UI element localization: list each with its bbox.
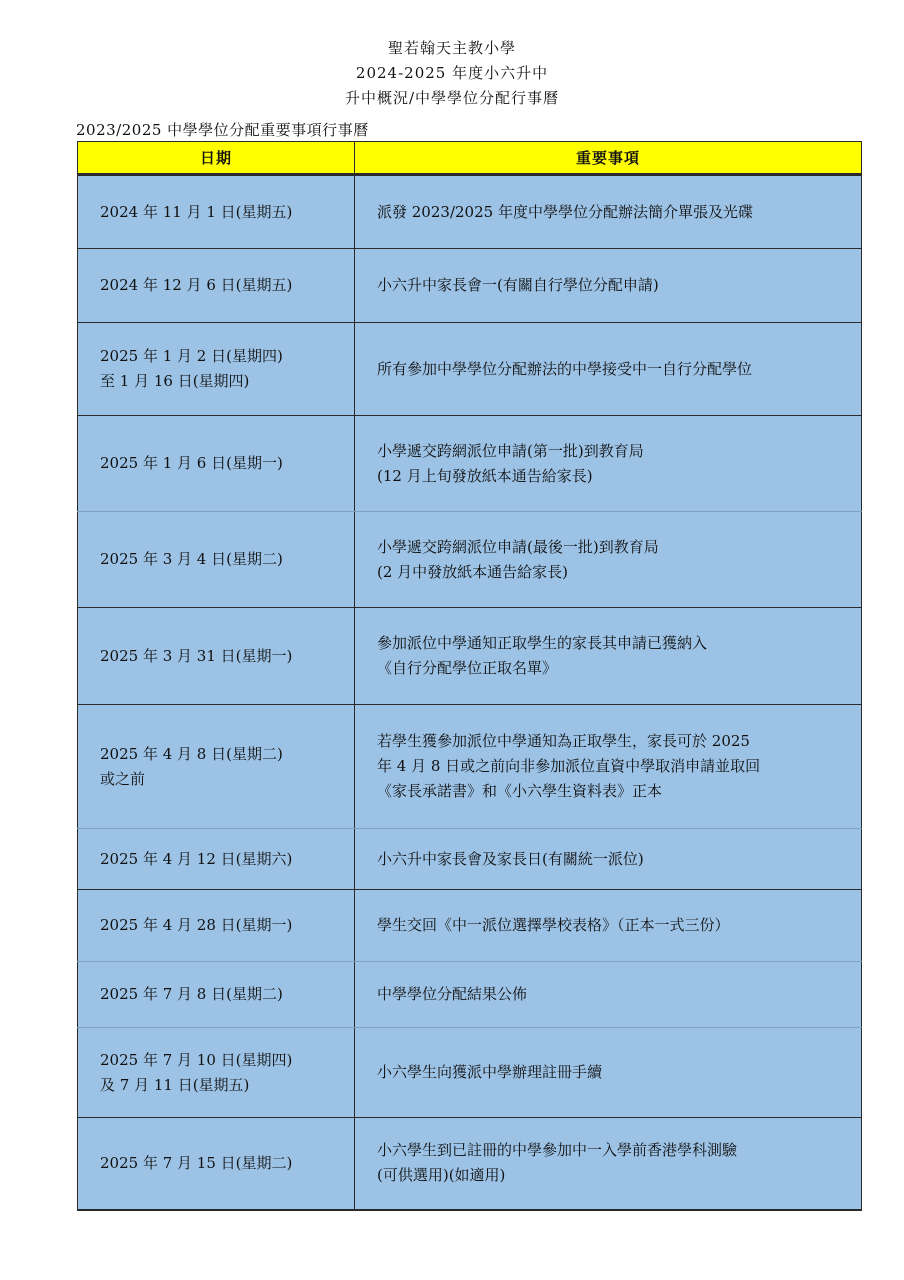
event-line: 小六升中家長會及家長日(有關統一派位): [377, 849, 644, 868]
column-header-event: 重要事項: [355, 142, 862, 175]
event-line: 小六學生向獲派中學辦理註冊手續: [377, 1063, 603, 1081]
date-line: 2025 年 3 月 4 日(星期二): [100, 550, 283, 568]
date-line: 及 7 月 11 日(星期五): [100, 1075, 250, 1094]
date-line: 或之前: [100, 769, 146, 788]
event-line: 學生交回《中一派位選擇學校表格》（正本一式三份）: [377, 916, 730, 934]
date-cell: [78, 962, 355, 1028]
calendar-table: [77, 141, 862, 1211]
event-cell: [355, 1118, 862, 1210]
event-cell: [355, 323, 862, 416]
date-line: 2025 年 7 月 8 日(星期二): [100, 985, 283, 1003]
event-cell: [355, 416, 862, 512]
date-cell: [78, 705, 355, 829]
table-row: [78, 705, 862, 829]
date-cell: [78, 175, 355, 249]
event-line: (2 月中發放紙本通告給家長): [377, 562, 569, 581]
date-cell: [78, 890, 355, 962]
date-line: 2025 年 4 月 28 日(星期一): [100, 916, 293, 934]
table-row: [78, 608, 862, 705]
date-line: 2024 年 11 月 1 日(星期五): [100, 202, 293, 221]
event-line: 小學遞交跨網派位申請(第一批)到教育局: [377, 441, 644, 460]
event-cell: [355, 962, 862, 1028]
date-line: 2025 年 1 月 2 日(星期四): [100, 347, 283, 365]
event-line: 《自行分配學位正取名單》: [377, 659, 558, 677]
event-line: 小六學生到已註冊的中學參加中一入學前香港學科測驗: [377, 1141, 738, 1160]
event-line: 派發 2023/2025 年度中學學位分配辦法簡介單張及光碟: [377, 202, 753, 221]
table-row: [78, 1028, 862, 1118]
event-line: 年 4 月 8 日或之前向非參加派位直資中學取消申請並取回: [377, 757, 761, 775]
date-line: 2024 年 12 月 6 日(星期五): [100, 276, 293, 294]
event-line: (可供選用)(如適用): [377, 1166, 506, 1185]
event-cell: [355, 705, 862, 829]
event-cell: [355, 249, 862, 323]
date-cell: [78, 608, 355, 705]
event-cell: [355, 829, 862, 890]
table-header-row: [78, 142, 862, 175]
school-name: 聖若翰天主教小學: [387, 39, 516, 57]
date-line: 至 1 月 16 日(星期四): [100, 372, 250, 390]
date-cell: [78, 249, 355, 323]
table-row: [78, 829, 862, 890]
date-line: 2025 年 3 月 31 日(星期一): [100, 646, 293, 665]
date-line: 2025 年 7 月 15 日(星期二): [100, 1153, 293, 1172]
academic-year: 2024-2025 年度小六升中: [355, 64, 549, 82]
document-title: 升中概況/中學學位分配行事曆: [344, 89, 560, 107]
event-line: (12 月上旬發放紙本通告給家長): [377, 466, 593, 485]
event-line: 若學生獲參加派位中學通知為正取學生，家長可於 2025: [377, 732, 750, 750]
date-cell: [78, 323, 355, 416]
column-header-date: 日期: [78, 142, 355, 175]
date-line: 2025 年 1 月 6 日(星期一): [100, 454, 283, 472]
event-line: 《家長承諾書》和《小六學生資料表》正本: [377, 782, 663, 800]
event-cell: [355, 890, 862, 962]
event-line: 小六升中家長會一(有關自行學位分配申請): [377, 276, 659, 294]
table-row: [78, 249, 862, 323]
event-line: 參加派位中學通知正取學生的家長其申請已獲納入: [377, 634, 708, 652]
date-cell: [78, 512, 355, 608]
date-line: 2025 年 7 月 10 日(星期四): [100, 1050, 293, 1069]
calendar-subtitle: 2023/2025 中學學位分配重要事項行事曆: [76, 121, 369, 139]
event-cell: [355, 1028, 862, 1118]
event-cell: [355, 512, 862, 608]
date-line: 2025 年 4 月 8 日(星期二): [100, 744, 283, 763]
event-line: 中學學位分配結果公佈: [377, 985, 528, 1003]
date-cell: [78, 1028, 355, 1118]
table-row: [78, 1118, 862, 1210]
table-row: [78, 962, 862, 1028]
event-cell: [355, 175, 862, 249]
table-row: [78, 416, 862, 512]
table-row: [78, 512, 862, 608]
event-line: 所有參加中學學位分配辦法的中學接受中一自行分配學位: [377, 359, 753, 378]
document-header: [0, 36, 904, 111]
date-cell: [78, 1118, 355, 1210]
event-line: 小學遞交跨網派位申請(最後一批)到教育局: [377, 537, 659, 556]
date-line: 2025 年 4 月 12 日(星期六): [100, 849, 293, 868]
table-row: [78, 323, 862, 416]
table-row: [78, 175, 862, 249]
table-row: [78, 890, 862, 962]
event-cell: [355, 608, 862, 705]
date-cell: [78, 416, 355, 512]
date-cell: [78, 829, 355, 890]
